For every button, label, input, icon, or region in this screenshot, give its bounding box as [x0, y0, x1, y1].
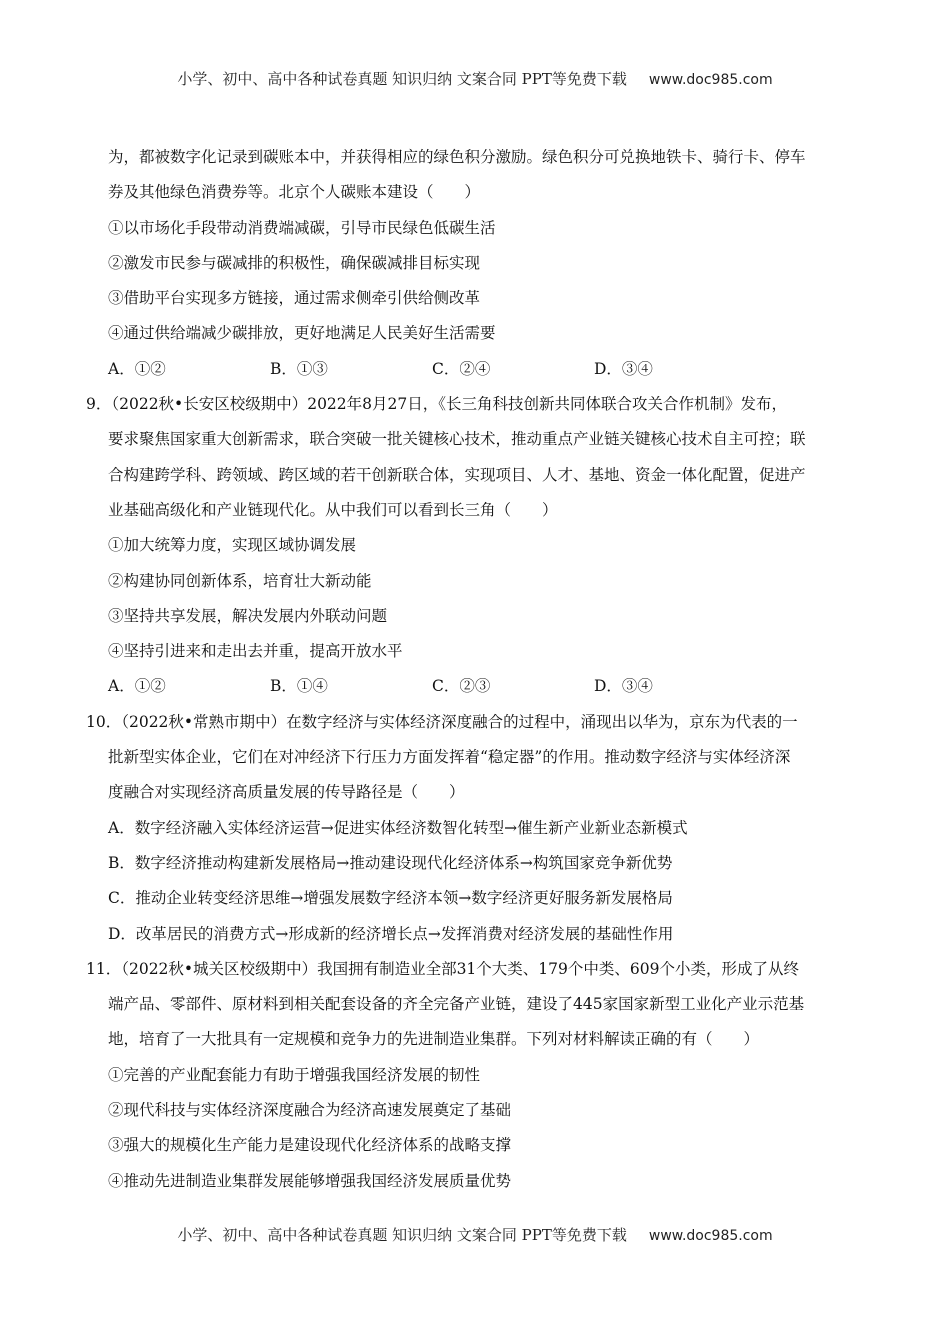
q11-stem-line: 地，培育了一大批具有一定规模和竞争力的先进制造业集群。下列对材料解读正确的有（ ）	[108, 1030, 760, 1049]
header-url[interactable]: www.doc985.com	[648, 72, 773, 88]
page-header	[0, 68, 950, 89]
q9-stem-line: 业基础高级化和产业链现代化。从中我们可以看到长三角（ ）	[108, 500, 558, 519]
question-10	[86, 705, 868, 952]
q10-choice-d[interactable]: D．改革居民的消费方式→形成新的经济增长点→发挥消费对经济发展的基础性作用	[108, 924, 674, 943]
q10-choice-c[interactable]: C．推动企业转变经济思维→增强发展数字经济本领→数字经济更好服务新发展格局	[108, 889, 673, 908]
q9-stem-line: 合构建跨学科、跨领域、跨区域的若干创新联合体，实现项目、人才、基地、资金一体化配置，促进产	[108, 465, 806, 484]
q10-stem-line: 10．（2022秋•常熟市期中）在数字经济与实体经济深度融合的过程中，涌现出以华为，京东为代表的一	[86, 712, 798, 731]
q8-stem-line: 为，都被数字化记录到碳账本中，并获得相应的绿色积分激励。绿色积分可兑换地铁卡、骑行卡、停车	[108, 148, 806, 166]
q11-statement: ③强大的规模化生产能力是建设现代化经济体系的战略支撑	[108, 1136, 512, 1155]
q10-stem-line: 度融合对实现经济高质量发展的传导路径是（ ）	[108, 783, 465, 802]
q11-stem-line: 11．（2022秋•城关区校级期中）我国拥有制造业全部31个大类、179个中类、609个小类，形成了从终	[86, 959, 799, 978]
q11-statement: ①完善的产业配套能力有助于增强我国经济发展的韧性	[108, 1065, 481, 1084]
q9-statement: ③坚持共享发展，解决发展内外联动问题	[108, 606, 388, 625]
q10-choice-a[interactable]: A．数字经济融入实体经济运营→促进实体经济数智化转型→催生新产业新业态新模式	[108, 818, 688, 837]
q9-stem-line: 9．（2022秋•长安区校级期中）2022年8月27日，《长三角科技创新共同体联合攻关合作机制》发布，	[86, 395, 787, 414]
q11-statement: ②现代科技与实体经济深度融合为经济高速发展奠定了基础	[108, 1101, 512, 1120]
q9-option-a[interactable]: A．①②	[108, 677, 166, 696]
q8-option-c[interactable]: C．②④	[432, 359, 491, 378]
q8-statement: ①以市场化手段带动消费端减碳，引导市民绿色低碳生活	[108, 218, 496, 237]
page-footer	[0, 1224, 950, 1245]
question-8	[108, 140, 868, 387]
q9-statement: ①加大统筹力度，实现区域协调发展	[108, 536, 357, 555]
q9-statement: ②构建协同创新体系，培育壮大新动能	[108, 571, 372, 590]
q9-options	[108, 669, 868, 704]
q8-statement: ④通过供给端减少碳排放，更好地满足人民美好生活需要	[108, 324, 496, 343]
q11-statement: ④推动先进制造业集群发展能够增强我国经济发展质量优势	[108, 1171, 512, 1190]
question-9	[86, 387, 868, 705]
q9-option-d[interactable]: D．③④	[594, 677, 653, 696]
q8-statement: ②激发市民参与碳减排的积极性，确保碳减排目标实现	[108, 253, 481, 272]
q9-option-c[interactable]: C．②③	[432, 677, 491, 696]
header-text: 小学、初中、高中各种试卷真题 知识归纳 文案合同 PPT等免费下载	[177, 70, 627, 88]
q8-statement: ③借助平台实现多方链接，通过需求侧牵引供给侧改革	[108, 289, 481, 308]
footer-url[interactable]: www.doc985.com	[648, 1228, 773, 1244]
q11-stem-line: 端产品、零部件、原材料到相关配套设备的齐全完备产业链，建设了445家国家新型工业化产业示范基	[108, 995, 805, 1014]
question-11	[86, 952, 868, 1199]
q9-option-b[interactable]: B．①④	[270, 677, 328, 696]
q8-option-d[interactable]: D．③④	[594, 359, 653, 378]
q10-stem-line: 批新型实体企业，它们在对冲经济下行压力方面发挥着“稳定器”的作用。推动数字经济与实体经济深	[108, 748, 791, 767]
q8-option-b[interactable]: B．①③	[270, 359, 328, 378]
q10-choice-b[interactable]: B．数字经济推动构建新发展格局→推动建设现代化经济体系→构筑国家竞争新优势	[108, 853, 673, 872]
exam-content	[86, 140, 868, 1199]
q8-options	[108, 352, 868, 387]
q9-stem-line: 要求聚焦国家重大创新需求，联合突破一批关键核心技术，推动重点产业链关键核心技术自主可控；联	[108, 430, 806, 449]
footer-text: 小学、初中、高中各种试卷真题 知识归纳 文案合同 PPT等免费下载	[177, 1226, 627, 1244]
q9-statement: ④坚持引进来和走出去并重，提高开放水平	[108, 642, 403, 661]
q8-option-a[interactable]: A．①②	[108, 359, 166, 378]
q8-stem-line: 券及其他绿色消费券等。北京个人碳账本建设（ ）	[108, 183, 481, 202]
